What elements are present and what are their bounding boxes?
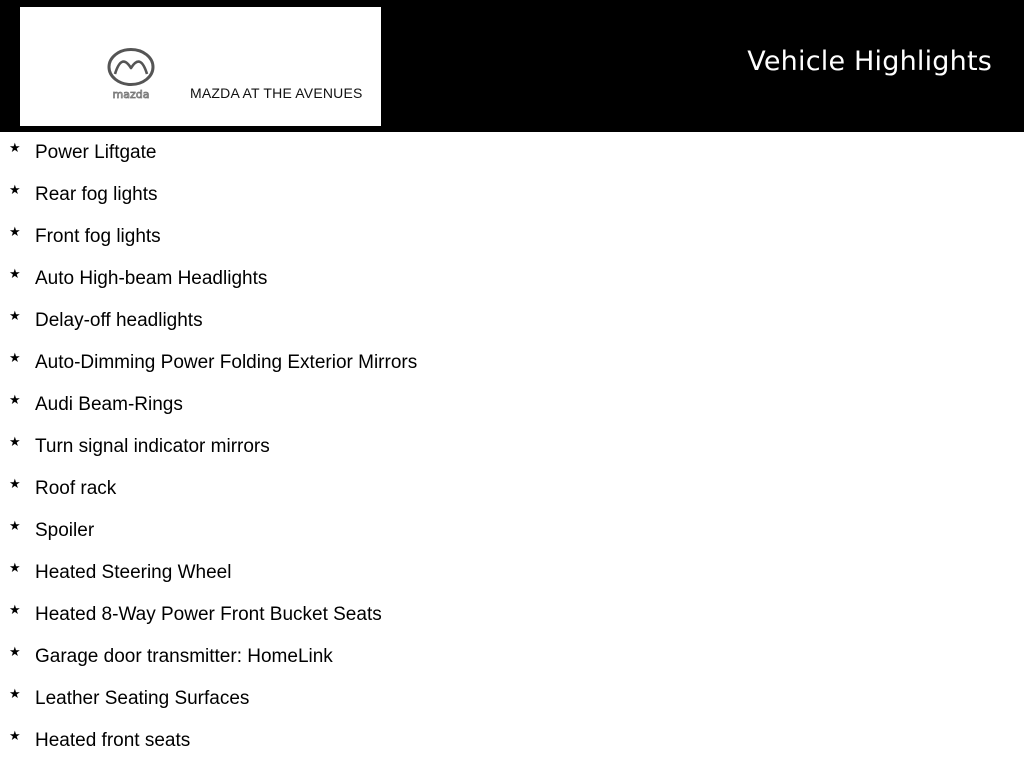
list-item [0,342,1024,384]
highlight-label: Auto High-beam Headlights [35,268,268,289]
highlight-label: Auto-Dimming Power Folding Exterior Mirrors [35,352,418,373]
star-icon: ★ [9,519,21,534]
highlight-label: Spoiler [35,520,95,541]
list-item [0,300,1024,342]
star-icon: ★ [9,351,21,366]
list-item [0,636,1024,678]
list-item [0,594,1024,636]
list-item [0,552,1024,594]
svg-text:mazda: mazda [112,88,150,101]
highlight-label: Garage door transmitter: HomeLink [35,646,333,667]
list-item [0,426,1024,468]
list-item [0,258,1024,300]
list-item [0,468,1024,510]
dealer-name: MAZDA AT THE AVENUES [190,85,363,101]
list-item [0,216,1024,258]
header-banner [0,0,1024,132]
highlight-label: Delay-off headlights [35,310,203,331]
star-icon: ★ [9,729,21,744]
star-icon: ★ [9,687,21,702]
highlight-label: Power Liftgate [35,142,157,163]
highlight-label: Leather Seating Surfaces [35,688,250,709]
highlight-label: Roof rack [35,478,117,499]
page-title: Vehicle Highlights [747,46,992,77]
star-icon: ★ [9,435,21,450]
highlight-label: Turn signal indicator mirrors [35,436,270,457]
list-item [0,132,1024,174]
star-icon: ★ [9,645,21,660]
highlight-label: Audi Beam-Rings [35,394,183,415]
list-item [0,720,1024,762]
star-icon: ★ [9,477,21,492]
highlight-label: Heated Steering Wheel [35,562,232,583]
star-icon: ★ [9,225,21,240]
star-icon: ★ [9,561,21,576]
highlight-label: Front fog lights [35,226,161,247]
list-item [0,384,1024,426]
highlight-label: Heated front seats [35,730,191,751]
highlight-label: Heated 8-Way Power Front Bucket Seats [35,604,382,625]
list-item [0,678,1024,720]
mazda-wordmark [102,87,160,101]
star-icon: ★ [9,267,21,282]
list-item [0,174,1024,216]
list-item [0,510,1024,552]
highlights-list [0,132,1024,762]
star-icon: ★ [9,393,21,408]
dealer-logo [20,7,381,126]
star-icon: ★ [9,141,21,156]
star-icon: ★ [9,603,21,618]
star-icon: ★ [9,309,21,324]
highlight-label: Rear fog lights [35,184,158,205]
star-icon: ★ [9,183,21,198]
mazda-logo-icon [106,47,156,87]
